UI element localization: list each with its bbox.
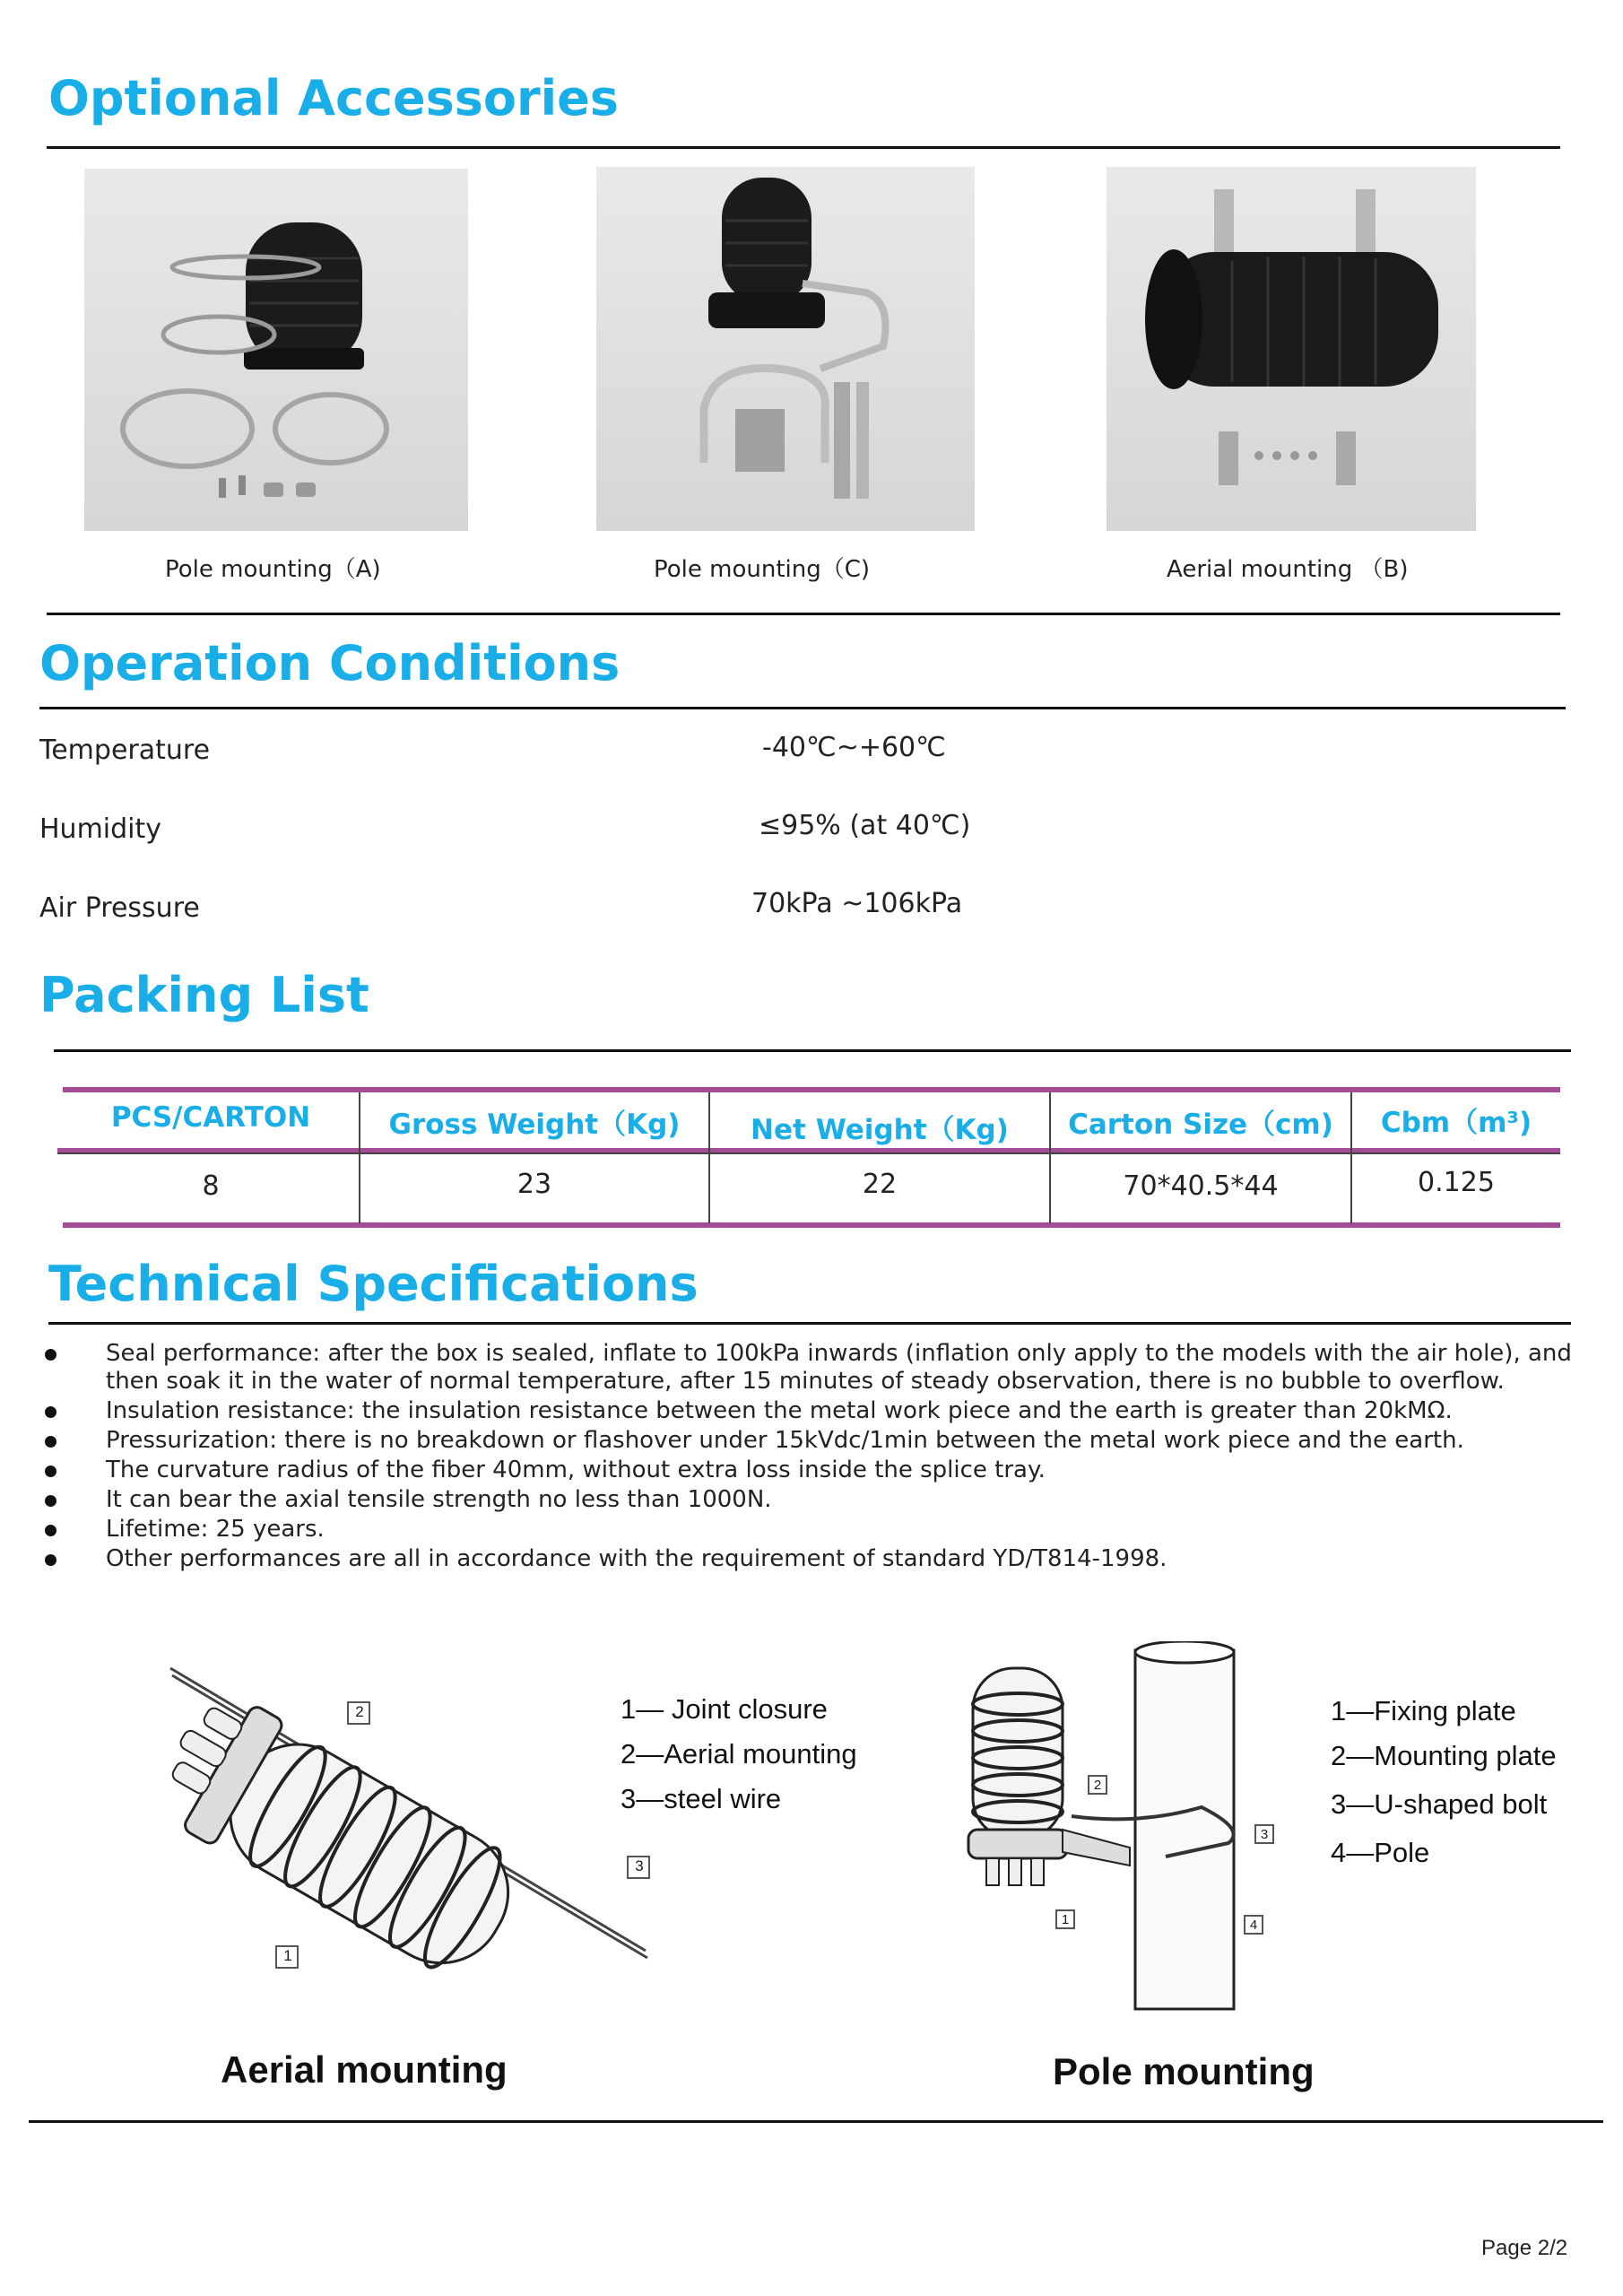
table-header-gross-weight: Gross Weight（Kg): [388, 1109, 681, 1141]
aerial-legend-1: 1— Joint closure: [621, 1693, 828, 1725]
spec-text: Pressurization: there is no breakdown or flashover under 15kVdc/1min between the metal work piece and the earth.: [106, 1427, 1464, 1454]
table-header-net-weight: Net Weight（Kg): [751, 1114, 1009, 1146]
pole-mounting-diagram: [959, 1641, 1282, 2018]
page-number: Page 2/2: [1481, 2236, 1568, 2260]
accessory-caption-a: Pole mounting（A): [165, 556, 381, 583]
table-header-pcs: PCS/CARTON: [110, 1101, 311, 1134]
divider: [29, 2120, 1603, 2123]
bullet-icon: [45, 1436, 56, 1448]
pole-legend-2: 2—Mounting plate: [1331, 1740, 1557, 1771]
table-cell-gross-weight: 23: [516, 1169, 552, 1200]
bullet-icon: [45, 1495, 56, 1507]
divider: [39, 707, 1566, 709]
table-cell-cbm: 0.125: [1418, 1167, 1495, 1198]
divider: [47, 613, 1560, 615]
conditions-title: Operation Conditions: [39, 635, 621, 691]
aerial-marker-1: 1: [283, 1947, 292, 1964]
table-header-cbm: Cbm（m³): [1380, 1107, 1532, 1139]
pole-legend-4: 4—Pole: [1331, 1837, 1430, 1868]
divider: [54, 1049, 1571, 1052]
table-cell-pcs: 8: [202, 1170, 220, 1202]
spec-text: Lifetime: 25 years.: [106, 1516, 325, 1543]
list-item: [36, 1397, 1578, 1425]
bullet-icon: [45, 1349, 56, 1361]
table-cell-net-weight: 22: [862, 1169, 898, 1200]
spec-text: It can bear the axial tensile strength no less than 1000N.: [106, 1486, 772, 1513]
list-item: [36, 1340, 1578, 1396]
pole-marker-2: 2: [1093, 1778, 1102, 1793]
accessory-caption-b: Aerial mounting （B): [1167, 556, 1409, 583]
list-item: [36, 1486, 1578, 1514]
bullet-icon: [45, 1554, 56, 1566]
pole-legend-1: 1—Fixing plate: [1331, 1695, 1516, 1726]
pole-diagram-title: Pole mounting: [1053, 2050, 1315, 2092]
divider: [47, 146, 1560, 149]
table-bottom-rule: [63, 1222, 1560, 1228]
list-item: [36, 1427, 1578, 1455]
condition-label-humidity: Humidity: [39, 813, 162, 845]
accessory-photo-a: [84, 169, 468, 531]
spec-text: Other performances are all in accordance with the requirement of standard YD/T814-1998.: [106, 1545, 1167, 1572]
table-cell-carton-size: 70*40.5*44: [1123, 1170, 1279, 1202]
specs-title: Technical Specifications: [48, 1256, 699, 1312]
condition-value-temperature: -40℃~+60℃: [762, 732, 946, 763]
condition-label-air-pressure: Air Pressure: [39, 892, 200, 924]
accessory-photo-c: [596, 167, 975, 531]
bullet-icon: [45, 1525, 56, 1536]
spec-text: The curvature radius of the fiber 40mm, without extra loss inside the splice tray.: [106, 1457, 1046, 1483]
condition-label-temperature: Temperature: [39, 735, 211, 766]
bullet-icon: [45, 1465, 56, 1477]
aerial-legend-3: 3—steel wire: [621, 1783, 782, 1814]
divider: [48, 1322, 1571, 1325]
condition-value-air-pressure: 70kPa ~106kPa: [751, 888, 963, 919]
accessories-title: Optional Accessories: [48, 70, 619, 126]
aerial-marker-2: 2: [355, 1703, 364, 1720]
aerial-mounting-diagram: [152, 1650, 655, 2009]
aerial-diagram-title: Aerial mounting: [221, 2048, 508, 2091]
table-top-rule: [63, 1087, 1560, 1092]
pole-marker-1: 1: [1061, 1912, 1070, 1927]
list-item: [36, 1457, 1578, 1484]
condition-value-humidity: ≤95% (at 40℃): [759, 810, 971, 841]
aerial-marker-3: 3: [635, 1857, 644, 1874]
accessory-caption-c: Pole mounting（C): [654, 556, 871, 583]
pole-marker-3: 3: [1260, 1827, 1269, 1842]
spec-list: [36, 1340, 1578, 1573]
spec-text: Seal performance: after the box is sealed, inflate to 100kPa inwards (inflation only apply to the models with the air hole), and then soak it in the water of normal temperature, after 15 minutes of steady observation, there is no bubble to overflow.: [106, 1340, 1572, 1395]
accessory-photo-b: [1107, 167, 1476, 531]
aerial-legend-2: 2—Aerial mounting: [621, 1738, 857, 1770]
table-header-carton-size: Carton Size（cm): [1068, 1109, 1333, 1141]
list-item: [36, 1545, 1578, 1573]
pole-marker-4: 4: [1249, 1918, 1258, 1933]
bullet-icon: [45, 1406, 56, 1418]
pole-legend-3: 3—U-shaped bolt: [1331, 1788, 1548, 1820]
table-mid-rule: [57, 1152, 1560, 1154]
list-item: [36, 1516, 1578, 1544]
spec-text: Insulation resistance: the insulation resistance between the metal work piece and the earth is greater than 20kMΩ.: [106, 1397, 1453, 1424]
packing-title: Packing List: [39, 967, 369, 1023]
